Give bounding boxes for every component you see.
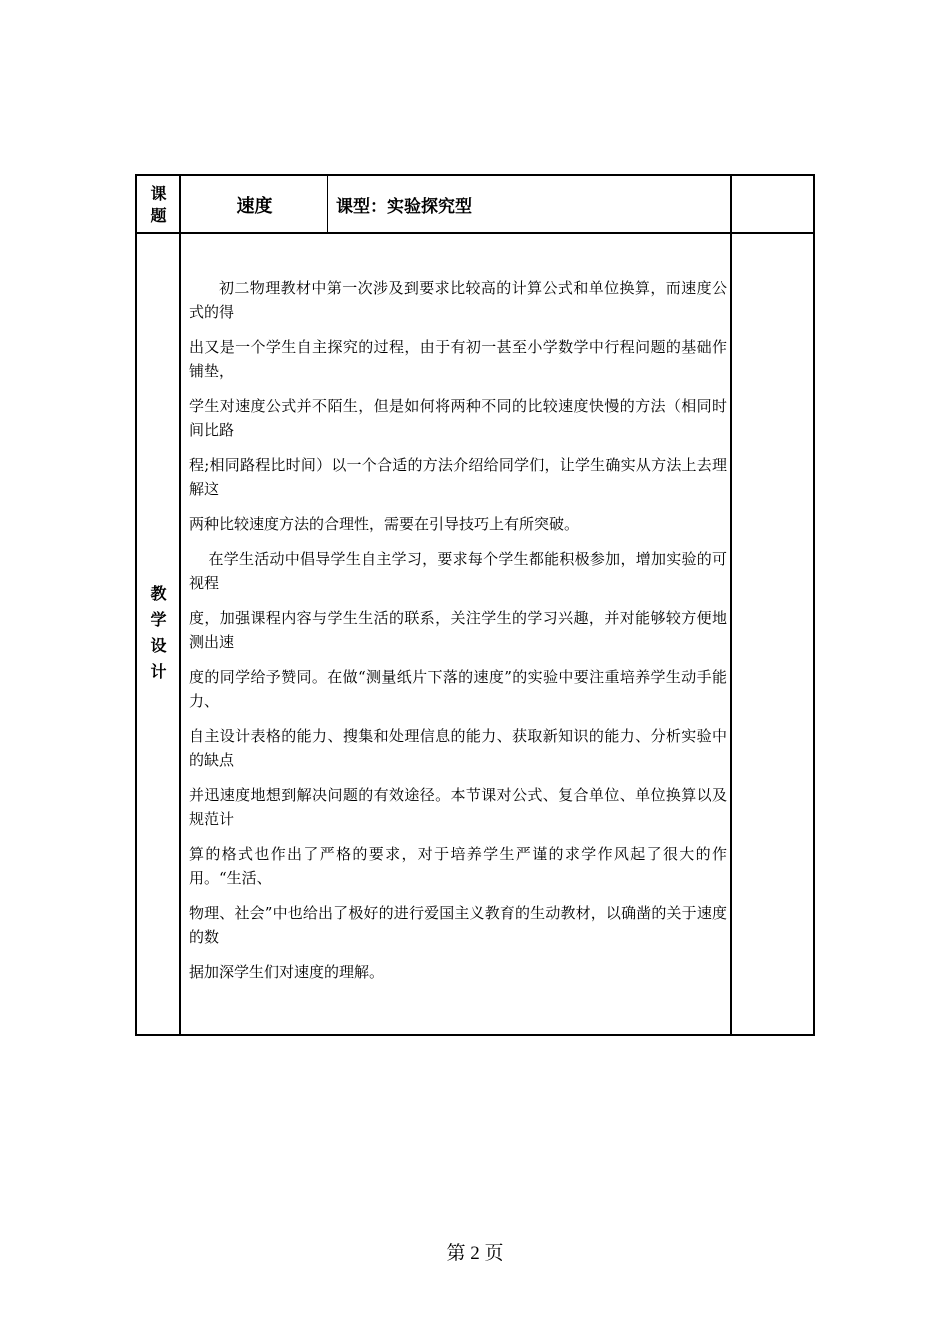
paragraph: 在学生活动中倡导学生自主学习，要求每个学生都能积极参加，增加实验的可视程 — [189, 550, 727, 592]
paragraph: 出又是一个学生自主探究的过程，由于有初一甚至小学数学中行程问题的基础作铺垫， — [189, 338, 727, 380]
lesson-plan-table — [135, 174, 815, 1036]
teaching-design-content — [189, 276, 727, 995]
page-number: 第 2 页 — [446, 1243, 504, 1264]
paragraph: 学生对速度公式并不陌生，但是如何将两种不同的比较速度快慢的方法（相同时间比路 — [189, 397, 727, 439]
paragraph: 初二物理教材中第一次涉及到要求比较高的计算公式和单位换算，而速度公式的得 — [189, 279, 727, 321]
column-divider — [327, 176, 328, 233]
lesson-title: 速度 — [236, 195, 273, 217]
paragraph: 算的格式也作出了严格的要求，对于培养学生严谨的求学作风起了很大的作用。“生活、 — [189, 845, 727, 887]
paragraph: 度，加强课程内容与学生生活的联系，关注学生的学习兴趣，并对能够较方便地测出速 — [189, 609, 727, 651]
paragraph: 并迅速度地想到解决问题的有效途径。本节课对公式、复合单位、单位换算以及规范计 — [189, 786, 727, 828]
teaching-design-label — [137, 233, 180, 1033]
paragraph: 自主设计表格的能力、搜集和处理信息的能力、获取新知识的能力、分析实验中的缺点 — [189, 727, 727, 769]
topic-label-text: 课题 — [150, 183, 167, 225]
teaching-design-label-text: 教学设计 — [150, 584, 167, 681]
paragraph: 据加深学生们对速度的理解。 — [189, 963, 385, 981]
paragraph: 物理、社会”中也给出了极好的进行爱国主义教育的生动教材，以确凿的关于速度的数 — [189, 904, 727, 946]
topic-label — [137, 176, 180, 233]
paragraph: 两种比较速度方法的合理性，需要在引导技巧上有所突破。 — [189, 515, 580, 533]
lesson-type: 课型：实验探究型 — [336, 197, 472, 217]
column-divider — [730, 176, 732, 1034]
paragraph: 度的同学给予赞同。在做“测量纸片下落的速度”的实验中要注重培养学生动手能力、 — [189, 668, 727, 710]
paragraph: 程;相同路程比时间）以一个合适的方法介绍给同学们，让学生确实从方法上去理解这 — [189, 456, 727, 498]
